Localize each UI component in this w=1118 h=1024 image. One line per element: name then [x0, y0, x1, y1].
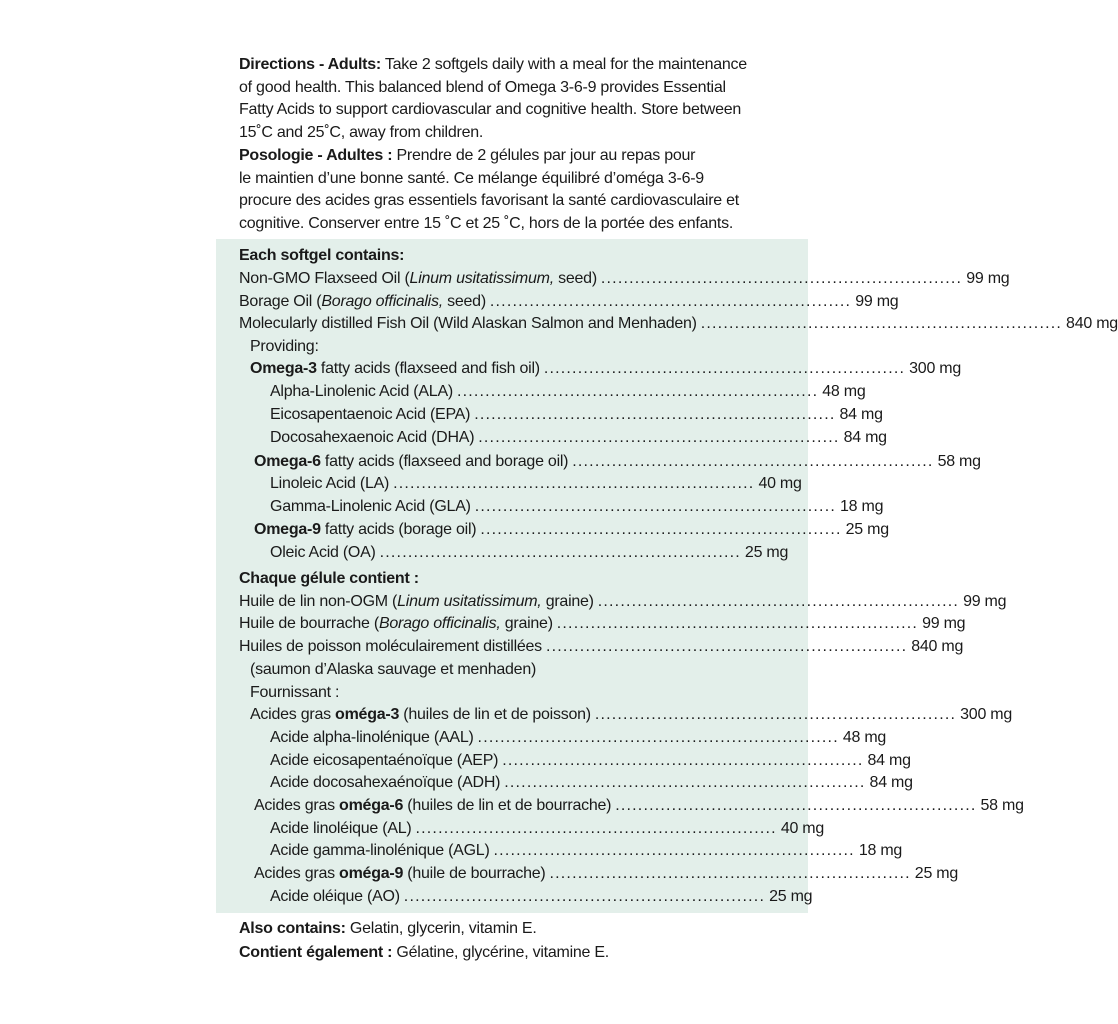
ingredient-value: 84 mg — [843, 429, 887, 446]
ingredient-value: 25 mg — [845, 521, 889, 538]
ingredient-row — [254, 795, 1024, 818]
ingredient-value: 84 mg — [869, 774, 913, 791]
ingredient-label: Alpha-Linolenic Acid (ALA) — [270, 383, 453, 400]
ingredient-row — [254, 519, 889, 542]
ingredient-row — [239, 291, 899, 314]
directions-french-line: procure des acides gras essentiels favorisant la santé cardiovasculaire et — [239, 192, 739, 209]
also-contains-text: Gelatin, glycerin, vitamin E. — [345, 920, 537, 937]
directions-french-line: cognitive. Conserver entre 15 ˚C et 25 ˚C, hors de la portée des enfants. — [239, 214, 734, 232]
ingredient-label: Acides gras oméga-9 (huile de bourrache) — [254, 865, 546, 882]
leader-dots: ................................................................ — [572, 453, 934, 470]
ingredient-label: Eicosapentaenoic Acid (EPA) — [270, 406, 471, 423]
directions-french — [239, 145, 809, 235]
ingredient-row — [270, 727, 887, 750]
directions-english-line: Take 2 softgels daily with a meal for the maintenance — [380, 56, 747, 73]
ingredient-row — [239, 636, 964, 659]
providing-label: Fournissant : — [250, 684, 340, 701]
ingredient-value: 40 mg — [780, 820, 825, 837]
ingredient-label: Acide linoléique (AL) — [270, 820, 412, 837]
ingredient-value: 84 mg — [839, 406, 883, 423]
english-heading: Each softgel contains: — [239, 247, 405, 264]
also-contains-text: Gélatine, glycérine, vitamine E. — [392, 944, 609, 961]
ingredient-label: Acide gamma-linolénique (AGL) — [270, 842, 490, 859]
ingredient-label: Linoleic Acid (LA) — [270, 475, 390, 492]
ingredient-value: 99 mg — [922, 615, 966, 632]
leader-dots: ................................................................ — [474, 498, 836, 515]
ingredient-row — [250, 358, 962, 381]
directions-english-line: of good health. This balanced blend of Omega 3-6-9 provides Essential — [239, 78, 726, 96]
ingredient-label: Oleic Acid (OA) — [270, 544, 376, 561]
ingredient-row — [270, 404, 883, 427]
ingredient-row — [270, 886, 813, 909]
leader-dots: ................................................................ — [489, 293, 852, 310]
ingredient-label: Acides gras oméga-6 (huiles de lin et de bourrache) — [254, 797, 612, 814]
ingredient-value: 25 mg — [914, 865, 959, 882]
ingredient-label: Huile de lin non-OGM (Linum usitatissimum, graine) — [239, 593, 594, 610]
leader-dots: ................................................................ — [594, 706, 957, 723]
leader-dots: ................................................................ — [477, 729, 839, 746]
fish-oil-note: (saumon d’Alaska sauvage et menhaden) — [250, 661, 537, 678]
leader-dots: ................................................................ — [597, 593, 960, 610]
leader-dots: ................................................................ — [600, 270, 963, 287]
ingredient-row — [270, 772, 913, 795]
ingredient-row — [254, 863, 959, 886]
ingredient-row — [270, 473, 802, 496]
leader-dots: ................................................................ — [502, 752, 864, 769]
leader-dots: ................................................................ — [415, 820, 777, 837]
ingredient-row — [270, 381, 866, 404]
directions-english-label: Directions - Adults: — [239, 56, 381, 73]
ingredient-label: Omega-6 fatty acids (flaxseed and borage oil) — [254, 453, 569, 470]
also-contains-english — [239, 918, 537, 941]
ingredient-value: 40 mg — [758, 475, 802, 492]
ingredient-value: 18 mg — [858, 842, 903, 859]
ingredient-row — [254, 451, 981, 474]
ingredient-row — [270, 427, 887, 450]
ingredient-value: 18 mg — [840, 498, 884, 515]
ingredient-row — [239, 591, 1007, 614]
ingredient-label: Molecularly distilled Fish Oil (Wild Alaskan Salmon and Menhaden) — [239, 315, 697, 332]
ingredient-row — [239, 268, 1010, 291]
ingredient-label: Omega-9 fatty acids (borage oil) — [254, 521, 477, 538]
ingredient-value: 300 mg — [960, 706, 1013, 723]
ingredient-row — [270, 818, 825, 841]
ingredient-row — [250, 704, 1013, 727]
directions-french-line: le maintien d’une bonne santé. Ce mélange équilibré d’oméga 3-6-9 — [239, 169, 704, 187]
ingredient-label: Borage Oil (Borago officinalis, seed) — [239, 293, 486, 310]
leader-dots: ................................................................ — [504, 774, 866, 791]
directions-english — [239, 54, 809, 144]
ingredient-row — [270, 840, 903, 863]
leader-dots: ................................................................ — [474, 406, 836, 423]
ingredient-value: 25 mg — [744, 544, 789, 561]
leader-dots: ................................................................ — [478, 429, 840, 446]
ingredient-value: 84 mg — [867, 752, 911, 769]
leader-dots: ................................................................ — [549, 865, 911, 882]
also-contains-label: Also contains: — [239, 920, 346, 937]
ingredient-label: Omega-3 fatty acids (flaxseed and fish oil) — [250, 360, 540, 377]
also-contains-french — [239, 942, 609, 965]
ingredient-value: 840 mg — [1066, 315, 1118, 332]
leader-dots: ................................................................ — [493, 842, 855, 859]
directions-french-label: Posologie - Adultes : — [239, 147, 393, 164]
directions-french-line: Prendre de 2 gélules par jour au repas pour — [392, 147, 696, 164]
leader-dots: ................................................................ — [543, 360, 906, 377]
ingredient-row — [239, 613, 966, 636]
leader-dots: ................................................................ — [379, 544, 741, 561]
ingredient-row — [270, 496, 884, 519]
ingredient-value: 25 mg — [769, 888, 813, 905]
ingredient-value: 48 mg — [842, 729, 887, 746]
ingredient-row — [270, 542, 789, 565]
ingredient-label: Acide docosahexaénoïque (ADH) — [270, 774, 501, 791]
ingredient-value: 48 mg — [822, 383, 866, 400]
ingredient-row — [270, 750, 911, 773]
ingredient-label: Acide alpha-linolénique (AAL) — [270, 729, 474, 746]
leader-dots: ................................................................ — [700, 315, 1063, 332]
ingredient-row — [239, 313, 1118, 336]
ingredient-label: Gamma-Linolenic Acid (GLA) — [270, 498, 471, 515]
ingredient-value: 300 mg — [909, 360, 962, 377]
leader-dots: ................................................................ — [480, 521, 842, 538]
leader-dots: ................................................................ — [403, 888, 766, 905]
ingredient-value: 840 mg — [911, 638, 964, 655]
ingredient-value: 99 mg — [963, 593, 1007, 610]
ingredient-label: Acide eicosapentaénoïque (AEP) — [270, 752, 499, 769]
leader-dots: ................................................................ — [393, 475, 755, 492]
directions-english-line: 15˚C and 25˚C, away from children. — [239, 123, 484, 141]
ingredient-value: 99 mg — [855, 293, 899, 310]
french-heading: Chaque gélule contient : — [239, 570, 419, 587]
providing-label: Providing: — [250, 338, 319, 355]
ingredient-label: Acides gras oméga-3 (huiles de lin et de poisson) — [250, 706, 591, 723]
leader-dots: ................................................................ — [545, 638, 908, 655]
ingredient-label: Huiles de poisson moléculairement distillées — [239, 638, 542, 655]
ingredient-value: 58 mg — [937, 453, 981, 470]
leader-dots: ................................................................ — [615, 797, 977, 814]
leader-dots: ................................................................ — [556, 615, 919, 632]
ingredient-value: 99 mg — [966, 270, 1010, 287]
ingredient-label: Acide oléique (AO) — [270, 888, 400, 905]
directions-english-line: Fatty Acids to support cardiovascular and cognitive health. Store between — [239, 101, 742, 118]
also-contains-label: Contient également : — [239, 944, 393, 961]
ingredient-label: Non-GMO Flaxseed Oil (Linum usitatissimum, seed) — [239, 270, 597, 287]
leader-dots: ................................................................ — [456, 383, 819, 400]
ingredient-value: 58 mg — [980, 797, 1024, 814]
ingredient-label: Huile de bourrache (Borago officinalis, graine) — [239, 615, 553, 632]
ingredient-label: Docosahexaenoic Acid (DHA) — [270, 429, 475, 446]
